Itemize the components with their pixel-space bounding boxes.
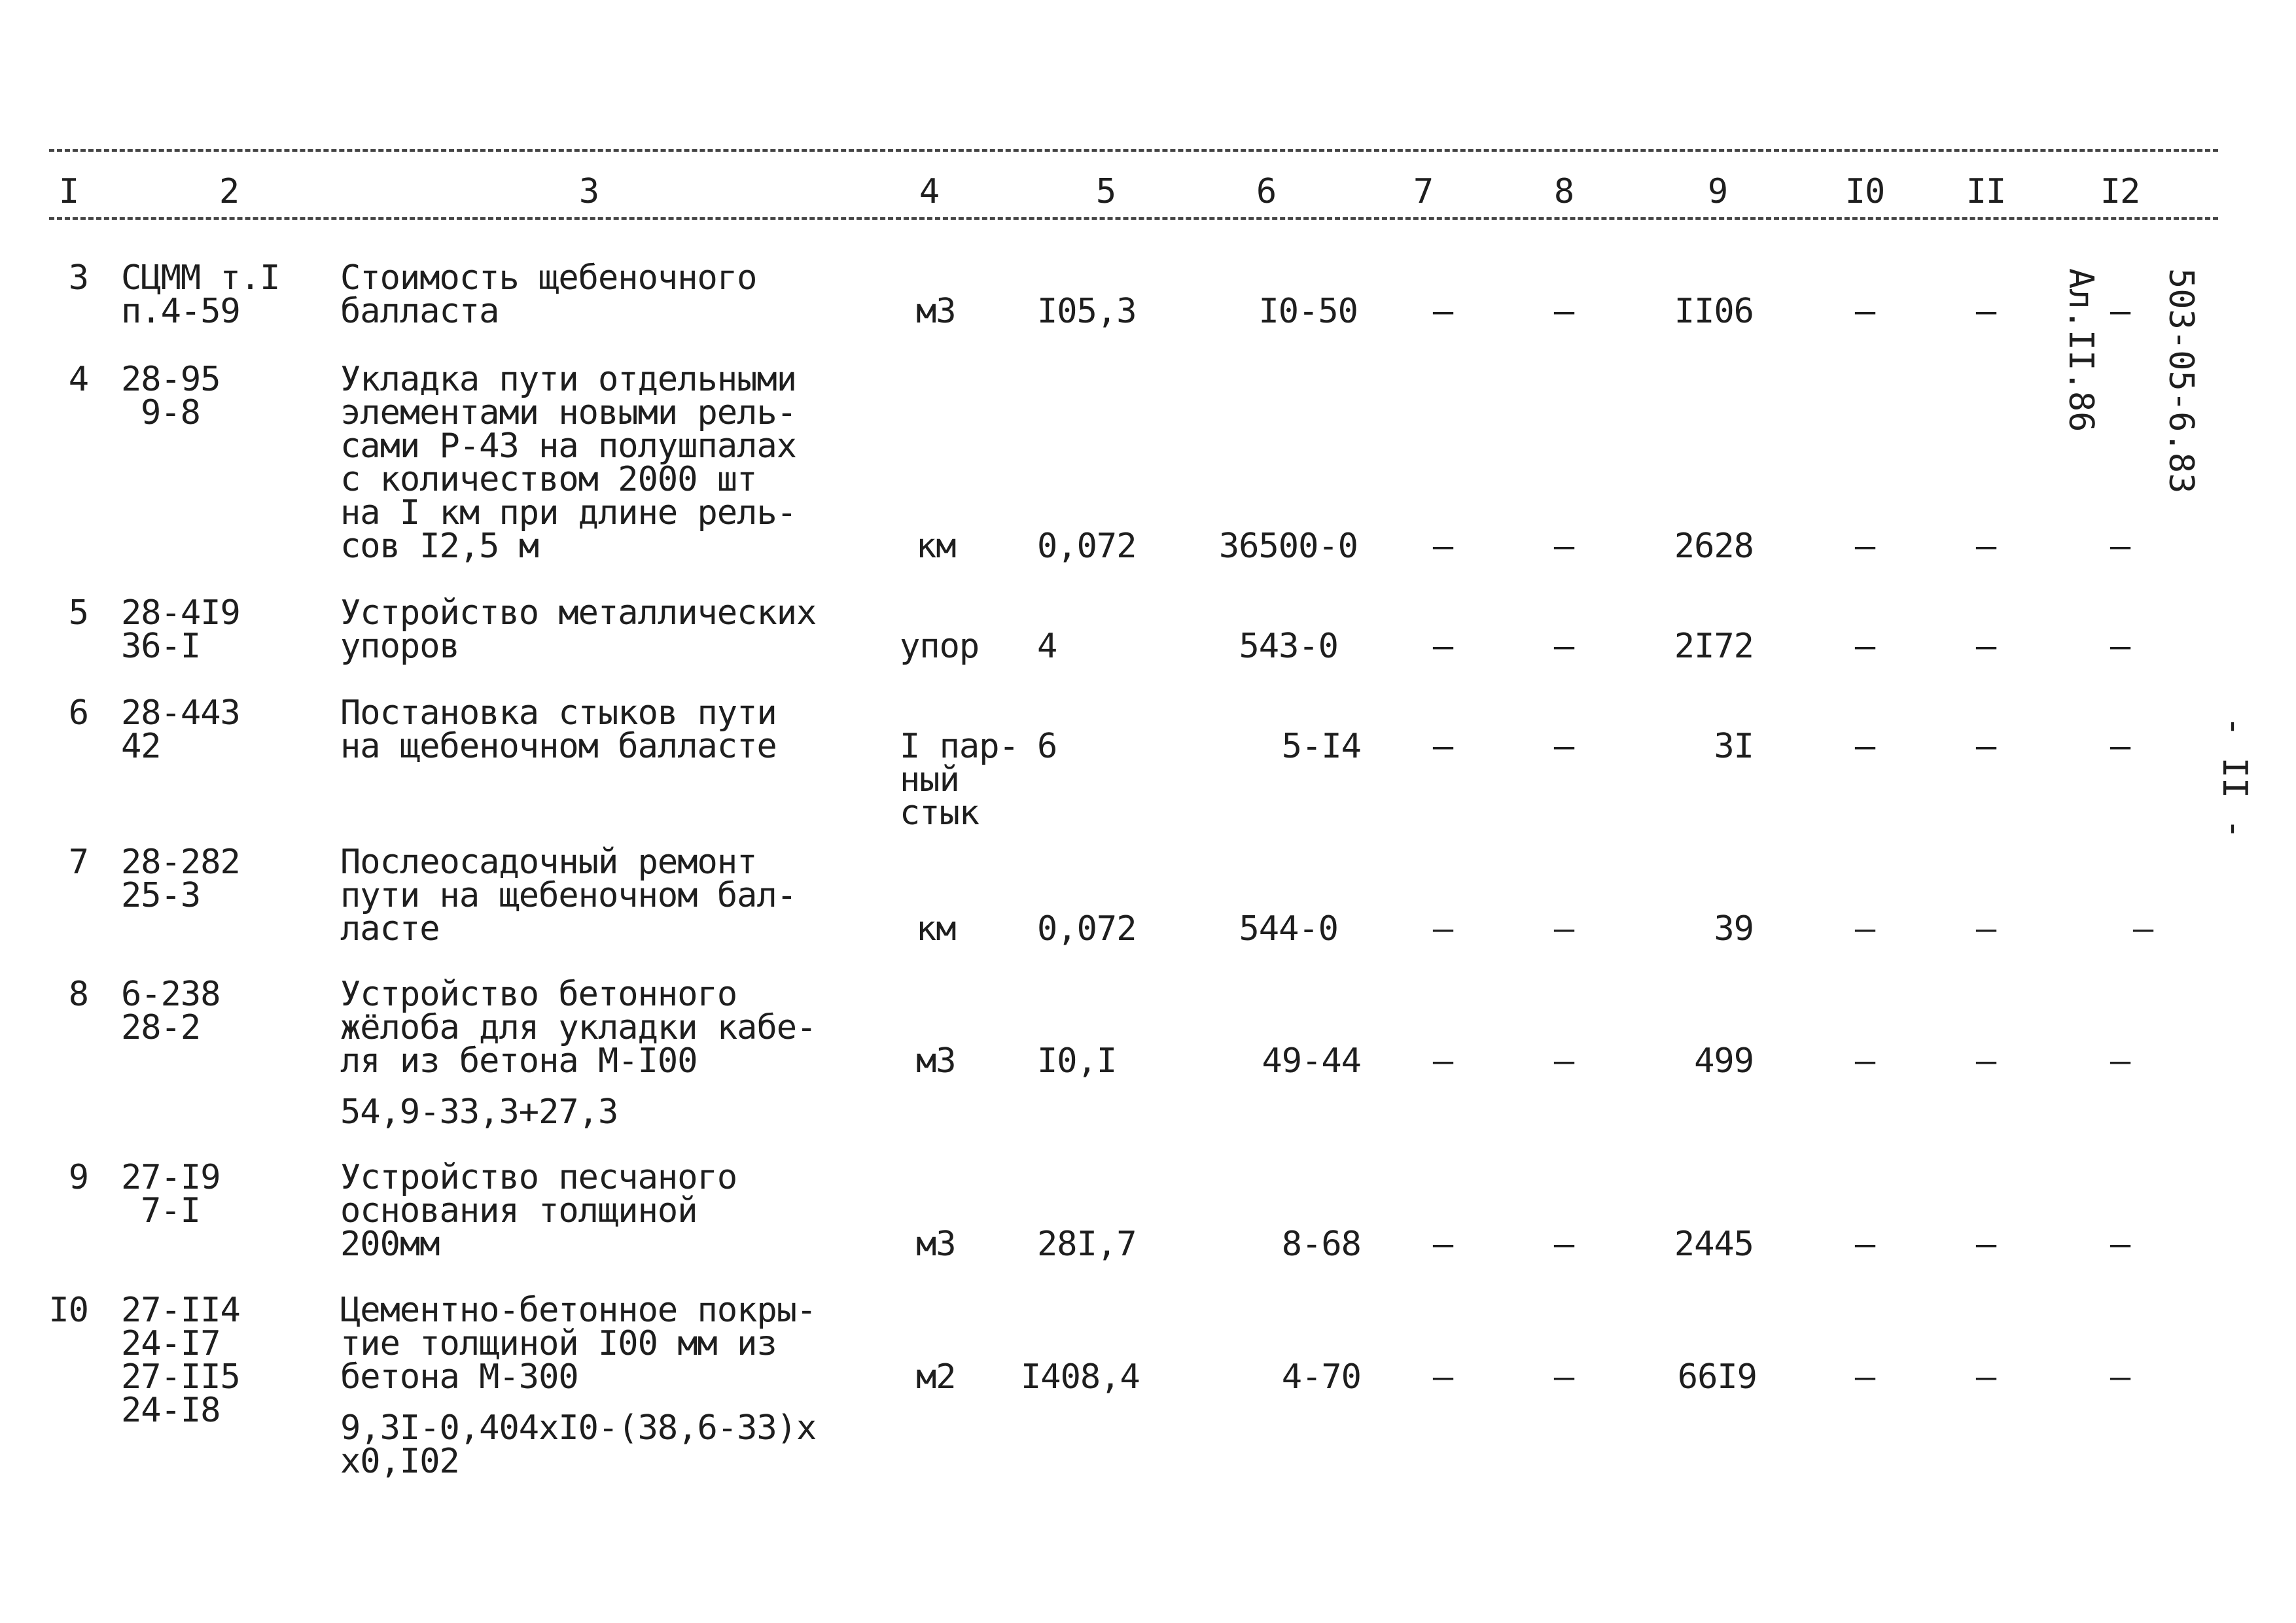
- row-code: СЦММ т.I п.4-59: [121, 258, 280, 331]
- header-col-1: I: [58, 172, 79, 211]
- row-number: 4: [68, 360, 88, 399]
- row-unit: м2: [916, 1357, 956, 1397]
- row-description: Укладка пути отдельными элементами новыми рель- сами Р-43 на полушпалах с количеством 2000 шт на I км при длине рель- сов I2,5 м: [340, 360, 797, 566]
- row-total: 499: [1694, 1041, 1754, 1081]
- row-col-10: –: [1854, 627, 1875, 666]
- row-col-12: –: [2110, 1225, 2130, 1264]
- row-unit-price: I0-50: [1258, 292, 1358, 331]
- row-col-8: –: [1553, 1357, 1574, 1397]
- row-unit-price: 544-0: [1239, 909, 1338, 949]
- row-col-7: –: [1432, 1041, 1453, 1081]
- row-col-10: –: [1854, 909, 1875, 949]
- row-quantity: 0,072: [1037, 909, 1137, 949]
- row-number: 3: [68, 258, 88, 298]
- row-col-10: –: [1854, 1225, 1875, 1264]
- row-col-7: –: [1432, 727, 1453, 766]
- row-total: 3I: [1714, 727, 1754, 766]
- row-col-11: –: [1975, 292, 1996, 331]
- header-col-2: 2: [219, 172, 239, 211]
- row-number: 7: [68, 843, 88, 882]
- row-number: 6: [68, 693, 88, 733]
- row-number: 8: [68, 975, 88, 1014]
- row-quantity: I0,I: [1037, 1041, 1117, 1081]
- header-col-9: 9: [1707, 172, 1728, 211]
- row-total: 2445: [1674, 1225, 1754, 1264]
- row-unit: м3: [916, 1225, 956, 1264]
- row-col-11: –: [1975, 1357, 1996, 1397]
- header-col-5: 5: [1095, 172, 1116, 211]
- row-col-11: –: [1975, 527, 1996, 566]
- row-col-8: –: [1553, 1225, 1574, 1264]
- row-code: 28-282 25-3: [121, 843, 240, 915]
- row-quantity: 28I,7: [1037, 1225, 1137, 1264]
- row-unit: км: [916, 909, 956, 949]
- header-col-11: II: [1966, 172, 2006, 211]
- row-description: Устройство металлических упоров: [340, 593, 817, 666]
- row-unit-price: 5-I4: [1281, 727, 1361, 766]
- row-unit: км: [916, 527, 956, 566]
- row-col-12: –: [2110, 627, 2130, 666]
- row-number: 5: [68, 593, 88, 633]
- row-unit: м3: [916, 1041, 956, 1081]
- row-unit: I пар- ный стык: [900, 727, 1019, 833]
- row-code: 28-95 9-8: [121, 360, 221, 432]
- row-total: 39: [1714, 909, 1754, 949]
- row-col-10: –: [1854, 292, 1875, 331]
- row-col-7: –: [1432, 292, 1453, 331]
- row-total: 66I9: [1677, 1357, 1757, 1397]
- row-col-11: –: [1975, 909, 1996, 949]
- row-formula: 9,3I-0,404хI0-(38,6-33)х х0,I02: [340, 1408, 817, 1481]
- row-code: 27-II4 24-I7 27-II5 24-I8: [121, 1291, 240, 1430]
- row-quantity: I408,4: [1021, 1357, 1140, 1397]
- row-description: Послеосадочный ремонт пути на щебеночном бал- ласте: [340, 843, 797, 949]
- row-col-10: –: [1854, 727, 1875, 766]
- row-col-7: –: [1432, 909, 1453, 949]
- row-col-11: –: [1975, 627, 1996, 666]
- row-unit-price: 36500-0: [1218, 527, 1358, 566]
- row-col-8: –: [1553, 1041, 1574, 1081]
- row-total: 2I72: [1674, 627, 1754, 666]
- header-col-12: I2: [2100, 172, 2140, 211]
- row-number: I0: [48, 1291, 88, 1330]
- header-col-3: 3: [578, 172, 599, 211]
- row-unit-price: 8-68: [1281, 1225, 1361, 1264]
- row-col-8: –: [1553, 727, 1574, 766]
- row-col-12: –: [2110, 727, 2130, 766]
- row-col-8: –: [1553, 909, 1574, 949]
- row-code: 28-4I9 36-I: [121, 593, 240, 666]
- row-description: Устройство песчаного основания толщиной 200мм: [340, 1158, 737, 1264]
- row-col-11: –: [1975, 1225, 1996, 1264]
- row-code: 6-238 28-2: [121, 975, 221, 1047]
- row-description: Устройство бетонного жёлоба для укладки кабе- ля из бетона М-I00: [340, 975, 817, 1081]
- row-formula: 54,9-33,3+27,3: [340, 1092, 618, 1132]
- header-col-10: I0: [1845, 172, 1885, 211]
- row-col-12: –: [2110, 1041, 2130, 1081]
- row-col-12: –: [2110, 1357, 2130, 1397]
- row-col-7: –: [1432, 1357, 1453, 1397]
- page-number: - II -: [2215, 716, 2254, 839]
- row-unit-price: 4-70: [1281, 1357, 1361, 1397]
- row-col-10: –: [1854, 527, 1875, 566]
- header-col-6: 6: [1256, 172, 1277, 211]
- row-col-8: –: [1553, 292, 1574, 331]
- row-col-12: –: [2110, 292, 2130, 331]
- row-col-11: –: [1975, 1041, 1996, 1081]
- row-total: II06: [1674, 292, 1754, 331]
- row-quantity: 6: [1037, 727, 1057, 766]
- row-code: 27-I9 7-I: [121, 1158, 221, 1230]
- row-col-8: –: [1553, 627, 1574, 666]
- row-col-8: –: [1553, 527, 1574, 566]
- row-col-12: –: [2110, 527, 2130, 566]
- row-unit: упор: [900, 627, 980, 666]
- side-stamp: 503-05-6.83 Ал.II.86: [2061, 268, 2200, 494]
- row-unit: м3: [916, 292, 956, 331]
- header-col-8: 8: [1553, 172, 1574, 211]
- row-col-7: –: [1432, 627, 1453, 666]
- row-col-10: –: [1854, 1357, 1875, 1397]
- header-col-4: 4: [919, 172, 940, 211]
- row-description: Стоимость щебеночного балласта: [340, 258, 757, 331]
- header-bottom-rule: [49, 217, 2218, 220]
- row-col-7: –: [1432, 1225, 1453, 1264]
- row-code: 28-443 42: [121, 693, 240, 766]
- row-col-11: –: [1975, 727, 1996, 766]
- row-quantity: 4: [1037, 627, 1057, 666]
- row-col-7: –: [1432, 527, 1453, 566]
- row-unit-price: 49-44: [1262, 1041, 1361, 1081]
- row-total: 2628: [1674, 527, 1754, 566]
- row-quantity: I05,3: [1037, 292, 1137, 331]
- header-col-7: 7: [1413, 172, 1434, 211]
- table-top-rule: [49, 149, 2218, 152]
- row-unit-price: 543-0: [1239, 627, 1338, 666]
- row-description: Постановка стыков пути на щебеночном балласте: [340, 693, 777, 766]
- row-number: 9: [68, 1158, 88, 1197]
- row-description: Цементно-бетонное покры- тие толщиной I00 мм из бетона М-300: [340, 1291, 817, 1397]
- row-quantity: 0,072: [1037, 527, 1137, 566]
- row-col-10: –: [1854, 1041, 1875, 1081]
- row-col-12: –: [2132, 909, 2153, 949]
